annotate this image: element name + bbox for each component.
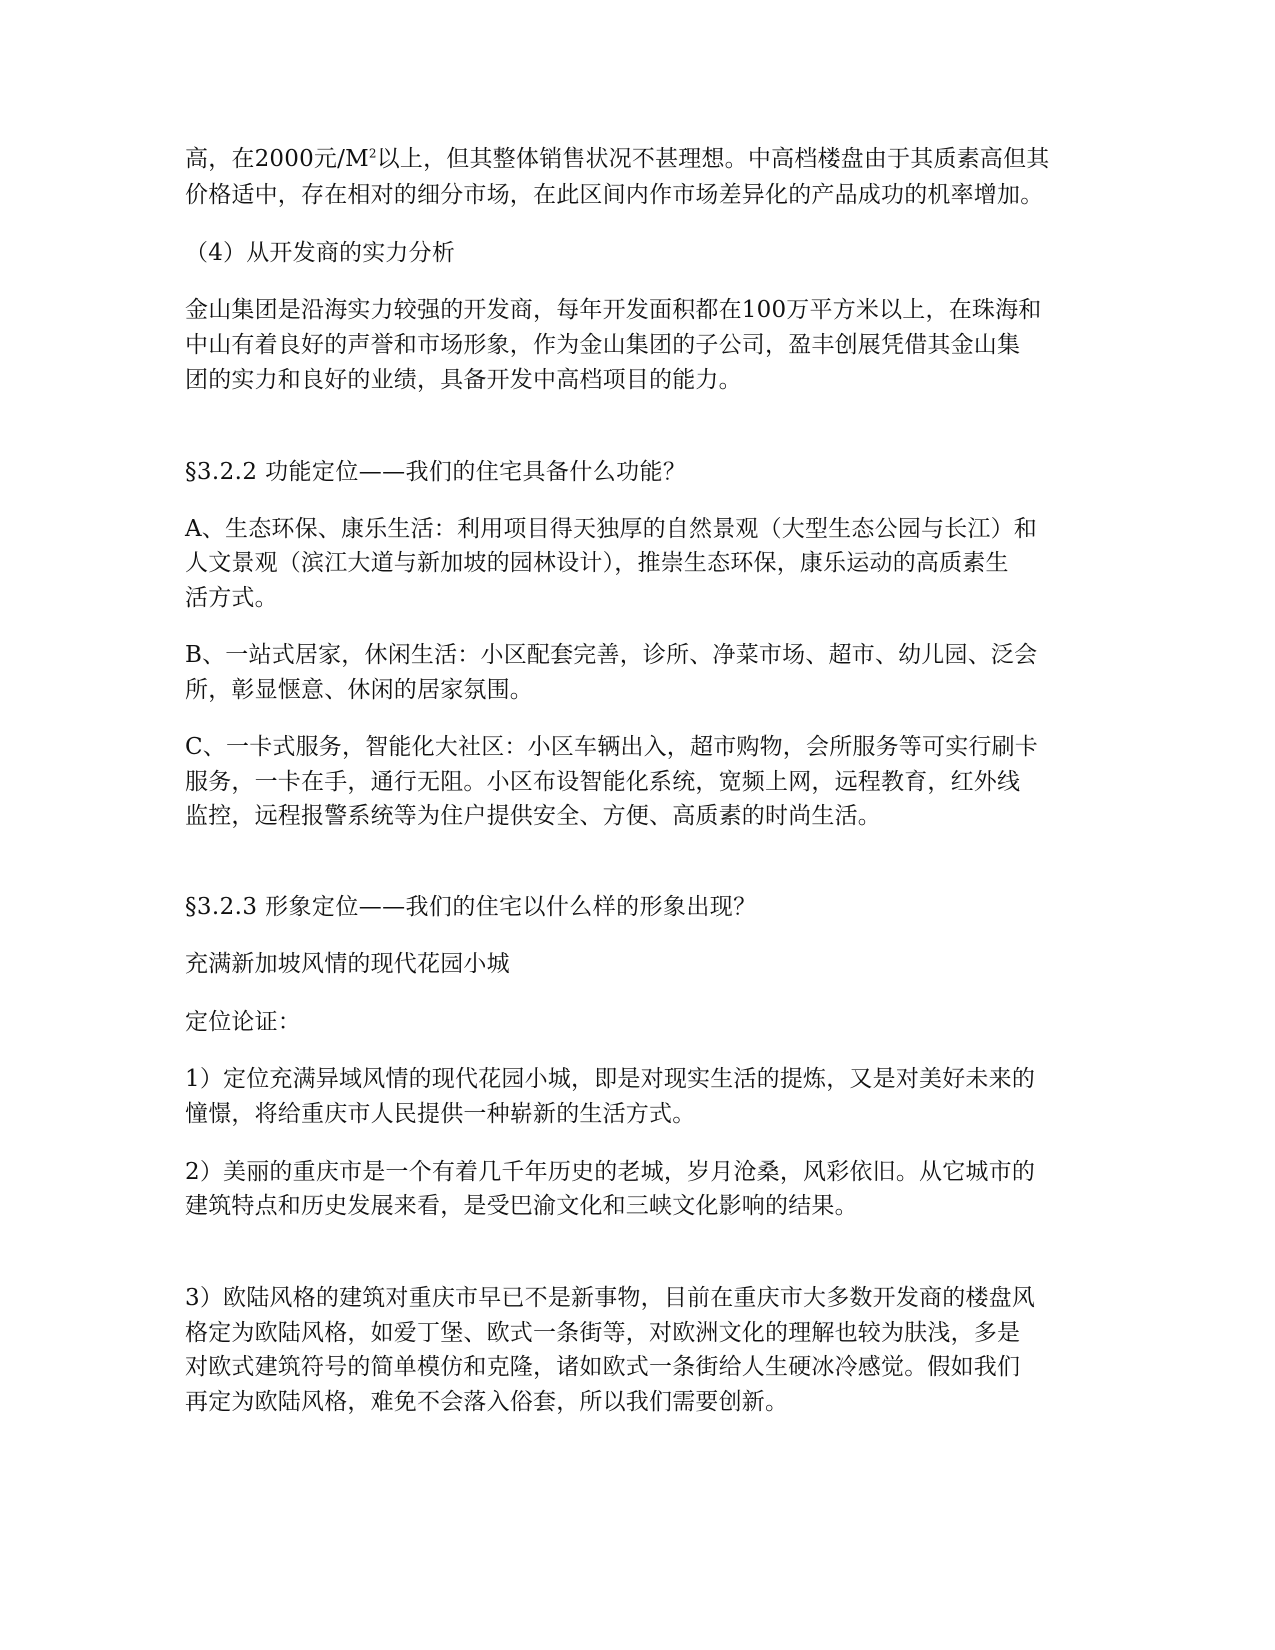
image-slogan: 充满新加坡风情的现代花园小城 [185, 951, 510, 977]
function-c-line-3: 监控，远程报警系统等为住户提供安全、方便、高质素的时尚生活。 [185, 803, 881, 829]
argument-1-line-2: 憧憬，将给重庆市人民提供一种崭新的生活方式。 [185, 1101, 696, 1127]
argument-2-line-2: 建筑特点和历史发展来看，是受巴渝文化和三峡文化影响的结果。 [185, 1193, 858, 1219]
argument-3-line-3: 对欧式建筑符号的简单模仿和克隆，诸如欧式一条街给人生硬冰冷感觉。假如我们 [185, 1354, 1021, 1380]
function-b-line-1: B、一站式居家，休闲生活：小区配套完善，诊所、净菜市场、超市、幼儿园、泛会 [185, 642, 1038, 668]
section-4-title: （4）从开发商的实力分析 [185, 240, 456, 266]
heading-3-2-3: §3.2.3 形象定位——我们的住宅以什么样的形象出现？ [185, 894, 757, 920]
developer-paragraph-line-2: 中山有着良好的声誉和市场形象，作为金山集团的子公司，盈丰创展凭借其金山集 [185, 332, 1021, 358]
developer-paragraph-line-3: 团的实力和良好的业绩，具备开发中高档项目的能力。 [185, 367, 742, 393]
paragraph-price-line-1: 高，在2000元$/M^2$以上，但其整体销售状况不甚理想。中高档楼盘由于其质素高但其 [185, 146, 1050, 172]
function-a-line-2: 人文景观（滨江大道与新加坡的园林设计），推崇生态环保，康乐运动的高质素生 [185, 550, 1009, 576]
argument-1-line-1: 1）定位充满异域风情的现代花园小城，即是对现实生活的提炼，又是对美好未来的 [185, 1066, 1036, 1092]
argument-3-line-1: 3）欧陆风格的建筑对重庆市早已不是新事物，目前在重庆市大多数开发商的楼盘风 [185, 1285, 1036, 1311]
developer-paragraph-line-1: 金山集团是沿海实力较强的开发商，每年开发面积都在100万平方米以上，在珠海和 [185, 297, 1042, 323]
function-c-line-1: C、一卡式服务，智能化大社区：小区车辆出入，超市购物，会所服务等可实行刷卡 [185, 734, 1038, 760]
function-a-line-1: A、生态环保、康乐生活：利用项目得天独厚的自然景观（大型生态公园与长江）和 [185, 516, 1038, 542]
paragraph-price-line-2: 价格适中，存在相对的细分市场，在此区间内作市场差异化的产品成功的机率增加。 [185, 182, 1044, 208]
function-b-line-2: 所，彰显惬意、休闲的居家氛围。 [185, 677, 533, 703]
argument-3-line-2: 格定为欧陆风格，如爱丁堡、欧式一条街等，对欧洲文化的理解也较为肤浅，多是 [185, 1320, 1021, 1346]
argument-3-line-4: 再定为欧陆风格，难免不会落入俗套，所以我们需要创新。 [185, 1389, 789, 1415]
function-c-line-2: 服务，一卡在手，通行无阻。小区布设智能化系统，宽频上网，远程教育，红外线 [185, 769, 1021, 795]
argument-2-line-1: 2）美丽的重庆市是一个有着几千年历史的老城，岁月沧桑，风彩依旧。从它城市的 [185, 1159, 1036, 1185]
function-a-line-3: 活方式。 [185, 585, 278, 611]
argument-title: 定位论证： [185, 1009, 301, 1035]
heading-3-2-2: §3.2.2 功能定位——我们的住宅具备什么功能？ [185, 459, 687, 485]
